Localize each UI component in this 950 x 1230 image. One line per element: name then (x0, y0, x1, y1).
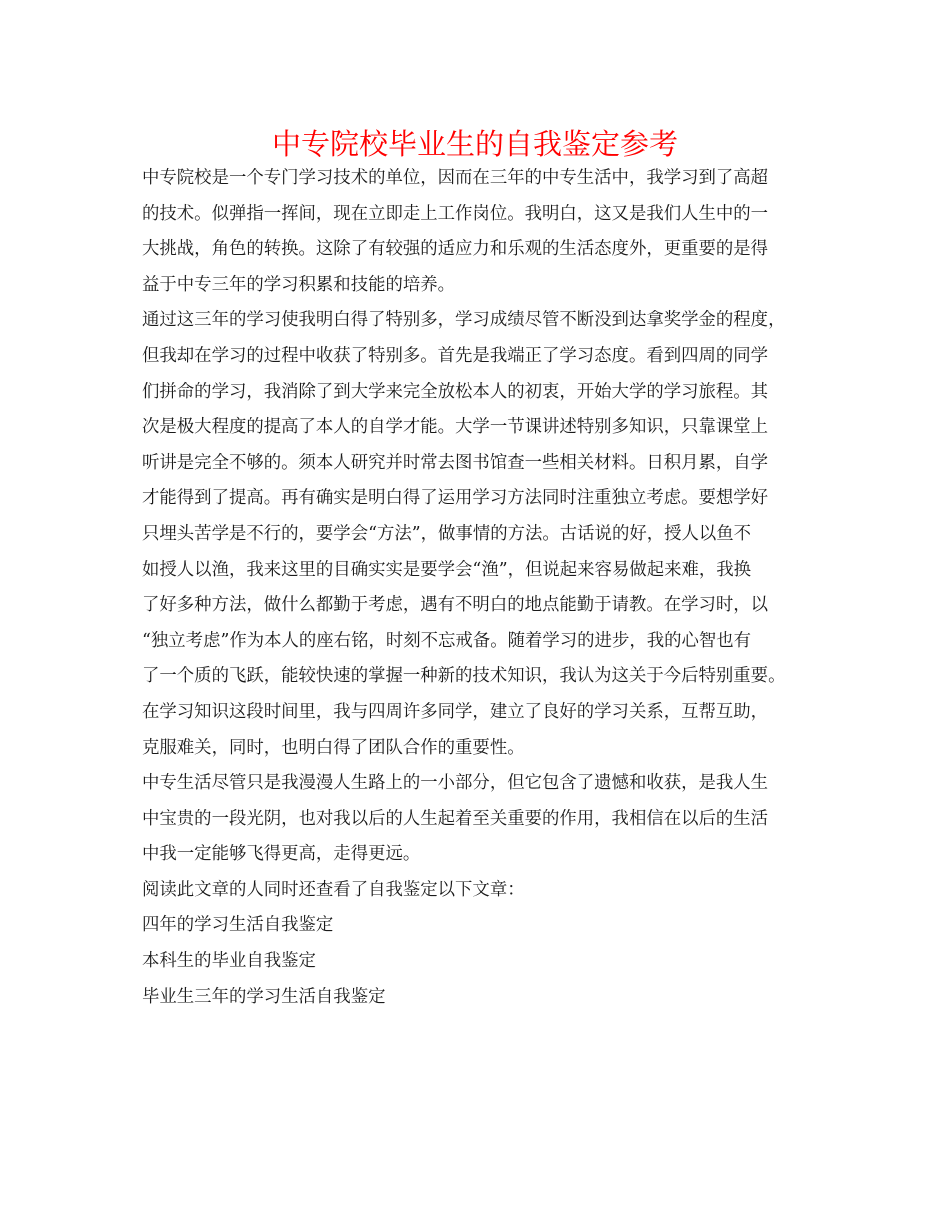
related-article-link[interactable]: 四年的学习生活自我鉴定 (142, 915, 334, 936)
body-line: 中专生活尽管只是我漫漫人生路上的一小部分，但它包含了遗憾和收获，是我人生 (142, 773, 769, 794)
body-line: 才能得到了提高。再有确实是明白得了运用学习方法同时注重独立考虑。要想学好 (142, 488, 769, 509)
body-line: 通过这三年的学习使我明白得了特别多，学习成绩尽管不断没到达拿奖学金的程度， (142, 310, 786, 331)
body-line: “独立考虑”作为本人的座右铭，时刻不忘戒备。随着学习的进步，我的心智也有 (142, 630, 752, 651)
body-line: 只埋头苦学是不行的，要学会“方法”，做事情的方法。古话说的好，授人以鱼不 (142, 523, 752, 544)
body-line: 的技术。似弹指一挥间，现在立即走上工作岗位。我明白，这又是我们人生中的一 (142, 203, 769, 224)
body-line: 们拼命的学习，我消除了到大学来完全放松本人的初衷，开始大学的学习旅程。其 (142, 381, 769, 402)
body-line: 克服难关，同时，也明白得了团队合作的重要性。 (142, 737, 525, 758)
body-line: 但我却在学习的过程中收获了特别多。首先是我端正了学习态度。看到四周的同学 (142, 345, 769, 366)
body-line: 在学习知识这段时间里，我与四周许多同学，建立了良好的学习关系，互帮互助， (142, 701, 769, 722)
body-line: 中我一定能够飞得更高，走得更远。 (142, 844, 421, 865)
document-body (142, 161, 822, 1015)
body-line: 了一个质的飞跃，能较快速的掌握一种新的技术知识，我认为这关于今后特别重要。 (142, 666, 786, 687)
body-line: 次是极大程度的提高了本人的自学才能。大学一节课讲述特别多知识，只靠课堂上 (142, 417, 769, 438)
related-articles-heading: 阅读此文章的人同时还查看了自我鉴定以下文章： (142, 879, 525, 900)
related-article-link[interactable]: 毕业生三年的学习生活自我鉴定 (142, 986, 386, 1007)
body-line: 中专院校是一个专门学习技术的单位，因而在三年的中专生活中，我学习到了高超 (142, 168, 769, 188)
body-line: 益于中专三年的学习积累和技能的培养。 (142, 274, 456, 295)
body-line: 了好多种方法，做什么都勤于考虑，遇有不明白的地点能勤于请教。在学习时，以 (142, 595, 769, 616)
body-line: 大挑战，角色的转换。这除了有较强的适应力和乐观的生活态度外，更重要的是得 (142, 239, 769, 260)
related-article-link[interactable]: 本科生的毕业自我鉴定 (142, 951, 316, 972)
body-line: 听讲是完全不够的。须本人研究并时常去图书馆查一些相关材料。日积月累，自学 (142, 452, 769, 473)
document-title: 中专院校毕业生的自我鉴定参考 (271, 127, 678, 161)
body-line: 中宝贵的一段光阴，也对我以后的人生起着至关重要的作用，我相信在以后的生活 (142, 808, 769, 829)
body-line: 如授人以渔，我来这里的目确实实是要学会“渔”，但说起来容易做起来难，我换 (142, 559, 752, 580)
